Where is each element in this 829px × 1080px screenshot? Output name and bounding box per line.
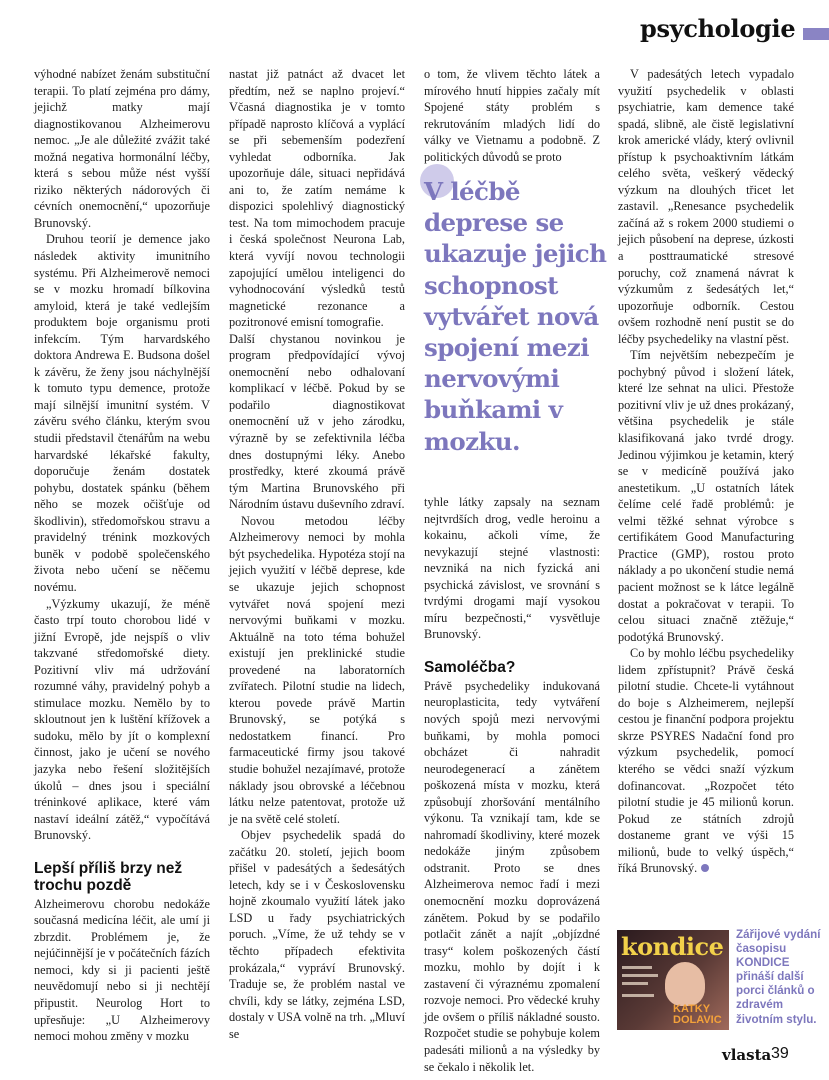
paragraph: Další chystanou novinkou je program předpovídající vývoj onemocnění nebo odhalovaní komplikací v léčbě. Pokud by se podařilo diagnostikovat onemocnění už v jeho zárodku, výrazně by se zefektivnila léčba dnes dostupnými léky. Anebo prostředky, které zkoumá právě tým Martina Brunovského při Národním ústavu duševního zdraví.	[229, 331, 405, 512]
article-end-dot-icon	[701, 864, 709, 872]
subheading: Samoléčba?	[424, 658, 516, 676]
column-3-top-text	[424, 66, 600, 165]
paragraph: V padesátých letech vypadalo využití psychedelik v oblasti psychiatrie, kam demence také spadá, slibně, ale čistě legislativní krok americké vlády, který ovlivnil přístup k psychoaktivním látkám celého světa, veškerý vědecký výzkum na dlouhých třicet let zastavil. „Renesance psychedelik začíná až s rokem 2000 studiemi o jejich působení na deprese, úzkosti a posttraumatické stresové poruchy, což znamená návrat k výzkumům z šedesátých let,“ upozorňuje odborník. Cestou ovšem rozhodně není pustit se do léčby psychedeliky na vlastní pěst.	[618, 67, 794, 346]
paragraph: Tím největším nebezpečím je pochybný původ i složení látek, které lze sehnat na ulici. Přestože pozitivní vliv je už dnes prokázaný, většina psychedelik je stále klasifikovaná jako tvrdé drogy. Jedinou výjimkou je ketamin, který se v medicíně používá jako anestetikum. „U ostatních látek čelíme celé řadě problémů: je velmi těžké sehnat výrobce s certifikátem Good Manufacturing Practice (GMP), rostou proto náklady a po ukončení studie nemá pacient možnost se k látce legálně dostat a pokračovat v terapii. To celou situaci značně ztěžuje,“ podotýká Brunovský.	[618, 348, 794, 644]
magazine-cover-image[interactable]	[617, 930, 729, 1030]
paragraph: Objev psychedelik spadá do začátku 20. století, jejich boom přišel v padesátých a šedesátých letech, kdy se i v Československu hojně zkoumalo využití látek jako LSD u řady psychiatrických poruch. „Víme, že už tehdy se v těchto případech efektivita prokázala,“ vypráví Brunovský. Traduje se, že problém nastal ve chvíli, kdy se látky, zejména LSD, dostaly v USA volně na trh. „Mluví se	[229, 828, 405, 1041]
magazine-promo-caption: Zářijové vydání časopisu KONDICE přináší další porci článků o zdravém životním stylu.	[736, 928, 821, 1026]
paragraph	[618, 645, 794, 877]
article-column-3	[424, 66, 600, 165]
paragraph: Druhou teorií je demence jako následek aktivity imunitního systému. Při Alzheimerově nemoci se v mozku hromadí bílkovina amyloid, která je také vedlejším produktem boje organismu proti infekcím. Tým harvardského doktora Andrewa E. Budsona došel k závěru, že ženy jsou náchylnější k tomuto typu demence, protože mají silnější imunitní systém. V závěru svého článku, kterým svou studii představil čtenářům na webu harvardské lékařské fakulty, doporučuje ženám dostatek pohybu, dostatek spánku (během něho se mozek očišťuje od škodlivin), středomořskou stravu a pravidelný trénink mozkových buněk v podobě společenského života nebo učení se něčemu novému.	[34, 232, 210, 594]
paragraph: tyhle látky zapsaly na seznam nejtvrdších drog, vedle heroinu a kokainu, ačkoli víme, že nevykazují stejné vlastnosti: nevzniká na nich fyzická ani psychická závislost, ve srovnání s tvrdými drogami mají vysokou míru bezpečnosti,“ vysvětluje Brunovský.	[424, 495, 600, 642]
paragraph: výhodné nabízet ženám substituční terapii. To platí zejména pro dámy, jejichž matky mají diagnostikovanou Alzheimerovu nemoc. „Je ale důležité zvážit také možná negativa hormonální léčby, která s sebou může nést vyšší riziko některých nádorových či cévních onemocnění,“ upozorňuje Brunovský.	[34, 67, 210, 230]
article-column-3-bottom	[424, 494, 600, 1075]
cover-text-line	[622, 966, 652, 969]
page-number: 39	[771, 1045, 789, 1062]
article-column-2	[229, 66, 405, 1042]
cover-text-line	[622, 982, 648, 985]
cover-text-line	[622, 994, 654, 997]
paragraph: nastat již patnáct až dvacet let předtím, než se naplno projeví.“ Včasná diagnostika je v tomto případě naprosto klíčová a vyplácí se při sebemenším podezření vyhledat odborníka. Jak upozorňuje dále, situaci nepřidává ani to, že zatím nemáme k dispozici spolehlivý diagnostický test. Na tom mimochodem pracuje i česká společnost Neurona Lab, která vyvíjí novou technologii zapojující umělou inteligenci do vyhodnocování výsledků testů magnetické rezonance a pozitronové emisní tomografie.	[229, 67, 405, 330]
paragraph: Alzheimerovu chorobu nedokáže současná medicína léčit, ale umí ji zbrzdit. Problémem je, že nejúčinnější je v počátečních fázích nemoci, kdy si ji pacienti ještě neuvědomují nebo si ji nechtějí připustit. Neurolog Hort to upřesňuje: „U Alzheimerovy nemoci mohou změny v mozku	[34, 896, 210, 1044]
pull-quote	[424, 176, 614, 457]
paragraph: Právě psychedeliky indukovaná neuroplasticita, tedy vytváření nových spojů mezi nervovými buňkami, by mohla pomoci obcházet či nahradit neurodegenerací a zánětem poškozená místa v mozku, která způsobují zhoršování mentálního výkonu. Ta vznikají tam, kde se nahromadí škodliviny, které mozek nedokáže jiným způsobem odstranit. Proto se dnes Alzheimerova nemoc řadí i mezi onemocnění mozku doprovázená zánětem. Pokud by se podařilo potlačit zánět a najít „objízdné trasy“ kolem poškozených částí mozku, mohlo by dojít i k zastavení či výraznému zpomalení rozvoje nemoci. Pro vědecké kruhy jde ovšem o příliš nákladné sousto. Rozpočet studie se pohybuje kolem padesáti milionů a na výsledky by se čekalo i několik let.	[424, 678, 600, 1074]
article-column-1	[34, 66, 210, 1045]
subheading: Lepší příliš brzy než trochu pozdě	[34, 859, 183, 894]
pull-quote-text: V léčbě deprese se ukazuje jejich schopnost vytvářet nová spojení mezi nervovými buňkami v mozku.	[424, 177, 607, 456]
paragraph-text: Co by mohlo léčbu psychedeliky lidem zpřístupnit? Právě česká pilotní studie. Chcete-li vytáhnout do boje s Alzheimerem, nejlepší cestou je finanční podpora projektu skrze PSYRES Nadační fond pro výzkum psychedelik, pomocí kterého se vědci snaží výzkum dofinancovat. „Rozpočet této pilotní studie je 45 milionů korun. Pokud ze státních zdrojů dostaneme grant ve výši 15 milionů, bude to velký úspěch,“ říká Brunovský.	[618, 646, 794, 876]
cover-person-figure	[665, 962, 705, 1006]
cover-name: KATKY DOLAVIC	[673, 1003, 722, 1026]
paragraph: „Výzkumy ukazují, že méně často trpí touto chorobou lidé v jižní Evropě, jde nejspíš o vliv takzvané středomořské diety. Pozitivní vliv má udržování rozumné váhy, pravidelný pohyb a stimulace mozku. Nemělo by to skloutnout jen k luštění křížovek a sudoku, mělo by jít o komplexní činnost, jako je učení se nového jazyka nebo řešení složitějších úkolů – dnes jsou i speciální tréninkové aplikace, které vám nastaví ideální zátěž,“ vypočítává Brunovský.	[34, 596, 210, 843]
paragraph: o tom, že vlivem těchto látek a mírového hnutí hippies začaly mít Spojené státy problém s rekrutováním mladých lidí do války ve Vietnamu a podobně. Z politických důvodů se proto	[424, 67, 600, 164]
section-accent-bar	[803, 28, 829, 40]
paragraph: Novou metodou léčby Alzheimerovy nemoci by mohla být psychedelika. Hypotéza stojí na jejich využití v léčbě deprese, kde se ukazuje jejich schopnost vytvářet nová spojení mezi nervovými buňkami v mozku. Aktuálně na toto téma bohužel existují jen preklinické studie provedené na laboratorních zvířatech. Pilotní studie na lidech, kterou povede právě Martin Brunovský, se potýká s nedostatkem financí. Pro farmaceutické firmy jsou takové studie bohužel nezajímavé, protože náklady jsou obrovské a léčebnou látku nelze patentovat, protože už je na světě celé století.	[229, 513, 405, 826]
cover-text-line	[622, 974, 658, 977]
section-label: psychologie	[640, 14, 796, 43]
cover-logo: kondice	[621, 932, 724, 961]
article-column-4	[618, 66, 794, 877]
magazine-name: vlasta	[722, 1046, 772, 1064]
